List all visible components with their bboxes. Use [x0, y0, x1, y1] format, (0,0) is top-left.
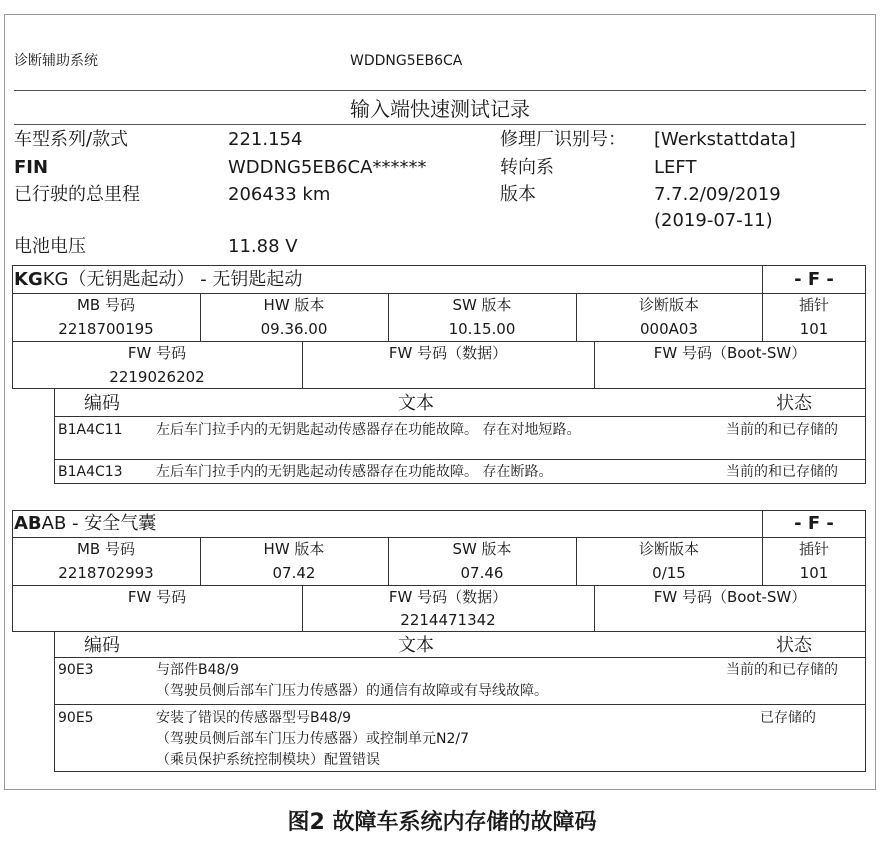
- ab-fw-data-value: 2214471342: [400, 611, 496, 629]
- ab-fault-table: [54, 632, 866, 772]
- ab-code-header: 编码: [84, 635, 120, 656]
- workshop-label: 修理厂识别号：: [500, 129, 626, 150]
- ab-pin-header: 插针: [798, 540, 829, 558]
- kg-fault-2-status: 当前的和已存储的: [726, 464, 838, 480]
- ab-fault-1-status: 当前的和已存储的: [726, 662, 838, 678]
- ab-sw-value: 07.46: [460, 564, 504, 582]
- version-date: (2019-07-11): [654, 210, 773, 231]
- model-value: 221.154: [228, 129, 303, 150]
- kg-mb-value: 2218700195: [58, 320, 154, 338]
- ab-fault-1-text-line2: （驾驶员侧后部车门压力传感器）的通信有故障或有导线故障。: [156, 683, 548, 699]
- kg-fault-2-code: B1A4C13: [58, 464, 123, 480]
- app-name: 诊断辅助系统: [14, 53, 98, 69]
- ab-pin-value: 101: [799, 564, 829, 582]
- kg-fault-1-status: 当前的和已存储的: [726, 422, 838, 438]
- ab-fw-boot-header: FW 号码（Boot-SW）: [653, 588, 807, 606]
- kg-fw-header: FW 号码: [127, 344, 187, 362]
- ab-fault-2-text-line2: （驾驶员侧后部车门压力传感器）或控制单元N2/7: [156, 731, 470, 747]
- steering-value: LEFT: [654, 157, 697, 178]
- ab-flag: - F -: [794, 513, 834, 534]
- kg-title: KGKG（无钥匙起动） - 无钥匙起动: [14, 269, 303, 290]
- ab-hw-value: 07.42: [272, 564, 316, 582]
- kg-fault-2-text: 左后车门拉手内的无钥匙起动传感器存在功能故障。 存在断路。: [156, 464, 553, 480]
- kg-diag-value: 000A03: [640, 320, 698, 338]
- kg-status-header: 状态: [776, 393, 812, 414]
- kg-code-header: 编码: [84, 393, 120, 414]
- title-divider: [14, 124, 866, 125]
- battery-value: 11.88 V: [228, 236, 298, 257]
- ab-mb-header: MB 号码: [76, 540, 135, 558]
- ab-sw-header: SW 版本: [452, 540, 512, 558]
- model-label: 车型系列/款式: [14, 129, 129, 150]
- fin-label: FIN: [14, 157, 49, 178]
- version-label: 版本: [500, 184, 536, 205]
- kg-fault-1-text: 左后车门拉手内的无钥匙起动传感器存在功能故障。 存在对地短路。: [156, 422, 581, 438]
- workshop-value: [Werkstattdata]: [654, 129, 796, 150]
- kg-mb-header: MB 号码: [76, 296, 135, 314]
- ab-fault-2-code: 90E5: [58, 710, 94, 726]
- kg-fault-1-code: B1A4C11: [58, 422, 123, 438]
- battery-label: 电池电压: [14, 236, 86, 257]
- kg-fw-value: 2219026202: [109, 368, 205, 386]
- kg-sw-header: SW 版本: [452, 296, 512, 314]
- version-value: 7.7.2/09/2019: [654, 184, 781, 205]
- ab-title: ABAB - 安全气囊: [14, 513, 157, 534]
- mileage-value: 206433 km: [228, 184, 331, 205]
- kg-text-header: 文本: [398, 393, 434, 414]
- ab-diag-header: 诊断版本: [638, 540, 699, 558]
- kg-flag: - F -: [794, 269, 834, 290]
- kg-fw-data-header: FW 号码（数据）: [388, 344, 508, 362]
- steering-label: 转向系: [500, 157, 554, 178]
- kg-sw-value: 10.15.00: [448, 320, 516, 338]
- ab-hw-header: HW 版本: [263, 540, 325, 558]
- ab-fault-2-text-line1: 安装了错误的传感器型号B48/9: [156, 710, 352, 726]
- ab-diag-value: 0/15: [652, 564, 686, 582]
- fin-value: WDDNG5EB6CA******: [228, 157, 427, 178]
- ab-status-header: 状态: [776, 635, 812, 656]
- mileage-label: 已行驶的总里程: [14, 184, 140, 205]
- kg-hw-value: 09.36.00: [260, 320, 328, 338]
- ab-mb-value: 2218702993: [58, 564, 154, 582]
- ab-fault-1-text-line1: 与部件B48/9: [156, 662, 240, 678]
- kg-fw-boot-header: FW 号码（Boot-SW）: [653, 344, 807, 362]
- ab-fault-2-status: 已存储的: [760, 710, 816, 726]
- header-divider: [14, 90, 866, 91]
- ab-fault-2-text-line3: （乘员保护系统控制模块）配置错误: [156, 752, 380, 768]
- ab-text-header: 文本: [398, 635, 434, 656]
- kg-diag-header: 诊断版本: [638, 296, 699, 314]
- kg-pin-header: 插针: [798, 296, 829, 314]
- ab-fw-data-header: FW 号码（数据）: [388, 588, 508, 606]
- report-title: 输入端快速测试记录: [350, 97, 530, 121]
- header-vin: WDDNG5EB6CA: [350, 53, 463, 69]
- figure-caption: 图2 故障车系统内存储的故障码: [287, 810, 597, 835]
- kg-pin-value: 101: [799, 320, 829, 338]
- ab-fw-header: FW 号码: [127, 588, 187, 606]
- kg-hw-header: HW 版本: [263, 296, 325, 314]
- ab-fault-1-code: 90E3: [58, 662, 94, 678]
